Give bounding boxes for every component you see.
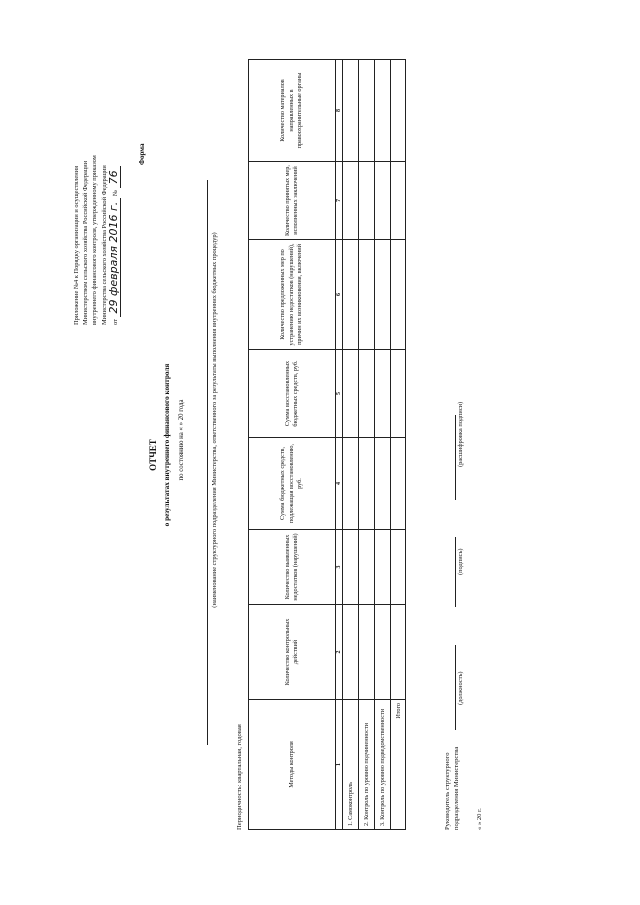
table-header-row [249,60,336,830]
column-number: 2 [336,605,343,700]
report-subtitle: о результатах внутреннего финансового контроля [163,363,171,527]
appendix-header [72,25,120,325]
table-cell [359,605,375,700]
order-line [106,25,120,325]
table-cell [343,240,359,350]
appendix-line: Министерством сельского хозяйства Российской Федерации [82,160,90,325]
signature-caption: (подпись) [457,548,464,575]
signatory-line: подразделения Министерства [453,746,460,830]
column-number: 7 [336,162,343,240]
appendix-line: внутреннего финансового контроля, утвержденному приказом [91,155,99,325]
column-header: Методы контроля [249,700,336,830]
row-label: 2. Контроль по уровню подчиненности [359,700,375,830]
column-header: Количество принятых мер, исполненных заключений [249,162,336,240]
table-cell [375,350,391,438]
column-number: 5 [336,350,343,438]
column-header: Количество контрольных действий [249,605,336,700]
column-number: 1 [336,700,343,830]
table-cell [375,162,391,240]
table-cell [391,240,406,350]
report-table [248,59,406,830]
appendix-line: Министерства сельского хозяйства Российской Федерации [100,165,108,325]
column-header: Сумма бюджетных средств, подлежащая восстановлению, руб. [249,438,336,530]
total-row [391,60,406,830]
form-label: Форма [138,143,146,165]
table-cell [391,605,406,700]
decoding-caption: (расшифровка подписи) [457,401,464,467]
table-cell [343,438,359,530]
column-header: Количество выявленных недостатков (нарушений) [249,530,336,605]
as-of-date-line: по состоянию на « » 20 года [178,399,185,481]
table-cell [375,240,391,350]
table-cell [391,530,406,605]
table-cell [391,350,406,438]
department-fill-line [207,180,208,745]
periodicity: Периодичность: квартальная, годовая [236,724,243,830]
column-header: Сумма восстановленных бюджетных средств, руб. [249,350,336,438]
order-number: 76 [107,166,121,188]
table-cell [359,240,375,350]
total-label: Итого [391,700,406,830]
column-number: 8 [336,60,343,162]
department-note: (наименование структурного подразделения Министерства, ответственного за результаты выполнения внутренних бюджетных процедур) [211,232,218,608]
row-label: 3. Контроль по уровню подведомственности [375,700,391,830]
table-cell [343,530,359,605]
table-cell [359,350,375,438]
column-number: 3 [336,530,343,605]
signature-date-line: « » 20 г. [476,808,483,830]
column-header: Количество предложенных мер по устранению недостатков (нарушений), причин их возникновения, включений [249,240,336,350]
table-cell [391,438,406,530]
signatory-line: Руководитель структурного [444,752,451,830]
appendix-line: Приложение №4 к Порядку организации и осуществления [73,165,80,325]
column-header: Количество материалов направленных в правоохранительные органы [249,60,336,162]
table-row [343,60,359,830]
order-number-prefix: № [111,189,119,197]
table-cell [343,605,359,700]
table-cell [359,438,375,530]
order-date: 29 февраля 2016 г. [107,198,121,318]
signatory-label [443,747,461,830]
table-row [359,60,375,830]
table-cell [375,530,391,605]
table-cell [391,162,406,240]
column-number-row [336,60,343,830]
table-cell [343,60,359,162]
report-title: ОТЧЕТ [148,439,158,471]
column-number: 4 [336,438,343,530]
table-cell [391,60,406,162]
table-cell [359,530,375,605]
table-cell [343,350,359,438]
table-row [375,60,391,830]
decoding-fill-line [455,415,456,500]
position-fill-line [455,645,456,730]
table-cell [375,605,391,700]
table-cell [375,60,391,162]
table-cell [375,438,391,530]
table-cell [343,162,359,240]
position-caption: (должность) [457,671,464,705]
order-prefix: от [111,319,119,325]
row-label: 1. Самоконтроль [343,700,359,830]
table-cell [359,162,375,240]
signature-fill-line [455,537,456,607]
column-number: 6 [336,240,343,350]
table-cell [359,60,375,162]
